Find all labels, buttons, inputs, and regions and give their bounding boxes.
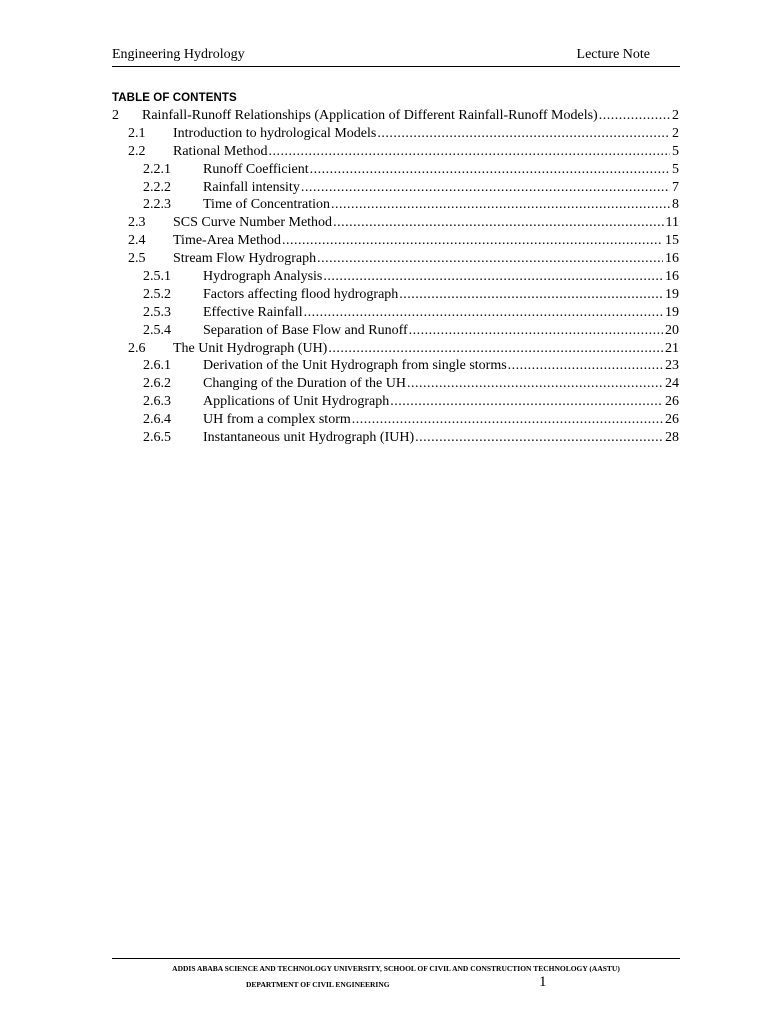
toc-entry-number: 2.6.3 bbox=[143, 394, 171, 410]
toc-entry[interactable] bbox=[112, 322, 679, 340]
toc-entry-number: 2.2.3 bbox=[143, 197, 171, 213]
toc-entry[interactable] bbox=[112, 411, 679, 429]
toc-leader-dots bbox=[301, 179, 670, 197]
toc-entry-number: 2.3 bbox=[128, 215, 146, 231]
toc-leader-dots bbox=[333, 214, 663, 232]
toc-entry-title: Rainfall intensity bbox=[203, 179, 300, 195]
toc-entry-number: 2.2 bbox=[128, 143, 146, 159]
toc-leader-dots bbox=[310, 161, 670, 179]
toc-entry-title: Factors affecting flood hydrograph bbox=[203, 286, 399, 302]
toc-leader-dots bbox=[390, 393, 663, 411]
table-of-contents bbox=[112, 107, 679, 447]
toc-entry-page: 24 bbox=[665, 376, 679, 392]
toc-leader-dots bbox=[508, 357, 663, 375]
toc-entry-page: 16 bbox=[665, 269, 679, 285]
header-course-title: Engineering Hydrology bbox=[112, 47, 245, 62]
toc-heading: TABLE OF CONTENTS bbox=[112, 92, 237, 104]
toc-entry-number: 2.5.3 bbox=[143, 304, 171, 320]
toc-entry[interactable] bbox=[112, 179, 679, 197]
toc-leader-dots bbox=[377, 125, 670, 143]
toc-entry-page: 2 bbox=[672, 108, 679, 123]
toc-leader-dots bbox=[328, 340, 663, 358]
toc-entry-number: 2.6 bbox=[128, 340, 146, 356]
toc-entry[interactable] bbox=[112, 286, 679, 304]
page-header bbox=[112, 46, 680, 67]
toc-entry-page: 19 bbox=[665, 304, 679, 320]
toc-entry-page: 5 bbox=[672, 161, 679, 177]
toc-entry-title: Runoff Coefficient bbox=[203, 161, 309, 177]
toc-entry-page: 21 bbox=[665, 340, 679, 356]
toc-leader-dots bbox=[331, 196, 670, 214]
toc-entry-title: Time of Concentration bbox=[203, 197, 331, 213]
toc-entry[interactable] bbox=[112, 429, 679, 447]
toc-entry-number: 2.5 bbox=[128, 251, 146, 267]
toc-entry-page: 23 bbox=[665, 358, 679, 374]
toc-leader-dots bbox=[399, 286, 663, 304]
toc-leader-dots bbox=[409, 322, 663, 340]
toc-entry-title: Rational Method bbox=[173, 143, 268, 159]
toc-entry-number: 2 bbox=[112, 108, 119, 123]
toc-entry-number: 2.5.2 bbox=[143, 286, 171, 302]
toc-entry-title: Effective Rainfall bbox=[203, 304, 303, 320]
footer-department: DEPARTMENT OF CIVIL ENGINEERING bbox=[246, 980, 390, 989]
toc-leader-dots bbox=[599, 107, 670, 125]
toc-leader-dots bbox=[282, 232, 663, 250]
toc-entry-number: 2.6.2 bbox=[143, 376, 171, 392]
toc-leader-dots bbox=[317, 250, 663, 268]
toc-entry-number: 2.2.1 bbox=[143, 161, 171, 177]
toc-entry[interactable] bbox=[112, 304, 679, 322]
toc-entry-title: Derivation of the Unit Hydrograph from single storms bbox=[203, 358, 507, 374]
toc-entry-page: 11 bbox=[665, 215, 679, 231]
toc-entry-page: 26 bbox=[665, 412, 679, 428]
toc-entry-page: 8 bbox=[672, 197, 679, 213]
toc-entry-page: 19 bbox=[665, 286, 679, 302]
toc-leader-dots bbox=[304, 304, 663, 322]
toc-entry-number: 2.1 bbox=[128, 125, 146, 141]
toc-entry-page: 15 bbox=[665, 233, 679, 249]
toc-entry-number: 2.6.4 bbox=[143, 412, 171, 428]
toc-entry[interactable] bbox=[112, 357, 679, 375]
toc-entry[interactable] bbox=[112, 161, 679, 179]
toc-leader-dots bbox=[352, 411, 663, 429]
toc-entry-number: 2.6.1 bbox=[143, 358, 171, 374]
toc-leader-dots bbox=[323, 268, 663, 286]
toc-entry-page: 2 bbox=[672, 125, 679, 141]
toc-entry-page: 28 bbox=[665, 430, 679, 446]
page-number: 1 bbox=[539, 974, 547, 990]
toc-entry[interactable] bbox=[112, 107, 679, 125]
toc-entry[interactable] bbox=[112, 268, 679, 286]
footer-university: ADDIS ABABA SCIENCE AND TECHNOLOGY UNIVERSITY, SCHOOL OF CIVIL AND CONSTRUCTION TECHNOLOGY (AASTU) bbox=[172, 964, 620, 973]
toc-entry-number: 2.2.2 bbox=[143, 179, 171, 195]
toc-entry[interactable] bbox=[112, 375, 679, 393]
toc-entry[interactable] bbox=[112, 250, 679, 268]
toc-entry-page: 20 bbox=[665, 322, 679, 338]
toc-entry-title: Instantaneous unit Hydrograph (IUH) bbox=[203, 430, 415, 446]
toc-entry-title: Applications of Unit Hydrograph bbox=[203, 394, 390, 410]
toc-leader-dots bbox=[407, 375, 663, 393]
toc-entry-number: 2.6.5 bbox=[143, 430, 171, 446]
toc-entry-number: 2.5.4 bbox=[143, 322, 171, 338]
toc-entry[interactable] bbox=[112, 196, 679, 214]
header-document-type: Lecture Note bbox=[576, 47, 650, 62]
toc-entry-number: 2.4 bbox=[128, 233, 146, 249]
toc-entry[interactable] bbox=[112, 214, 679, 232]
toc-entry-title: Time-Area Method bbox=[173, 233, 281, 249]
toc-entry-page: 7 bbox=[672, 179, 679, 195]
toc-entry[interactable] bbox=[112, 393, 679, 411]
page-footer bbox=[112, 958, 680, 990]
toc-entry-title: Rainfall-Runoff Relationships (Application of Different Rainfall-Runoff Models) bbox=[142, 108, 598, 123]
toc-entry-title: Hydrograph Analysis bbox=[203, 269, 323, 285]
toc-entry-title: UH from a complex storm bbox=[203, 412, 351, 428]
toc-entry-page: 26 bbox=[665, 394, 679, 410]
toc-entry-page: 16 bbox=[665, 251, 679, 267]
toc-entry-title: The Unit Hydrograph (UH) bbox=[173, 340, 328, 356]
toc-entry-title: Separation of Base Flow and Runoff bbox=[203, 322, 408, 338]
toc-entry[interactable] bbox=[112, 125, 679, 143]
toc-entry[interactable] bbox=[112, 340, 679, 358]
toc-entry-title: Changing of the Duration of the UH bbox=[203, 376, 406, 392]
toc-entry-title: Stream Flow Hydrograph bbox=[173, 251, 317, 267]
toc-entry-title: Introduction to hydrological Models bbox=[173, 125, 377, 141]
toc-entry[interactable] bbox=[112, 143, 679, 161]
toc-entry-title: SCS Curve Number Method bbox=[173, 215, 333, 231]
toc-leader-dots bbox=[269, 143, 671, 161]
toc-entry-page: 5 bbox=[672, 143, 679, 159]
toc-entry-number: 2.5.1 bbox=[143, 269, 171, 285]
toc-leader-dots bbox=[415, 429, 663, 447]
toc-entry[interactable] bbox=[112, 232, 679, 250]
